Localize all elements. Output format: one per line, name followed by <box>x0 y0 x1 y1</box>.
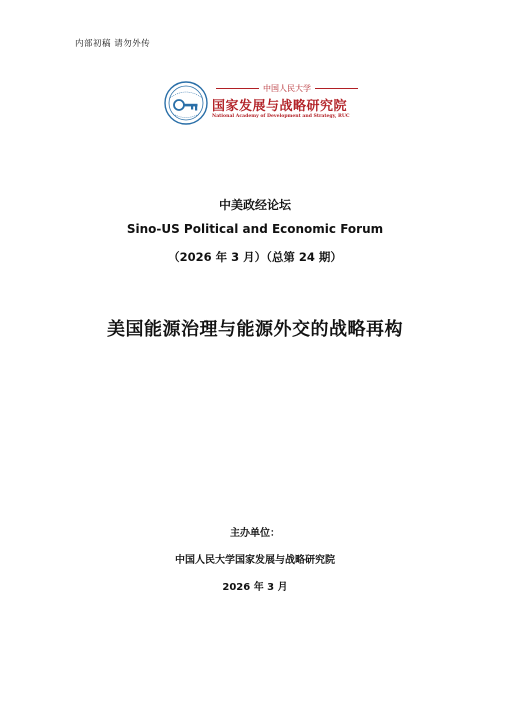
institution-name-top <box>212 83 362 94</box>
institution-logo <box>164 81 364 129</box>
host-organization: 中国人民大学国家发展与战略研究院 <box>175 555 335 566</box>
issue-info: （2026 年 3 月）（总第 24 期） <box>168 250 342 264</box>
document-title: 美国能源治理与能源外交的战略再构 <box>107 319 403 340</box>
key-seal-icon <box>164 81 208 125</box>
host-label: 主办单位： <box>230 528 280 539</box>
institution-name-en: National Academy of Development and Strategy, RUC <box>212 114 350 119</box>
institution-name-cn: 国家发展与战略研究院 <box>212 99 348 114</box>
institution-name-top-text: 中国人民大学 <box>263 84 311 93</box>
forum-name-en: Sino-US Political and Economic Forum <box>126 222 384 236</box>
publication-date: 2026 年 3 月 <box>222 582 288 593</box>
confidential-notice: 内部初稿 请勿外传 <box>75 39 151 49</box>
forum-name-cn: 中美政经论坛 <box>218 198 291 212</box>
